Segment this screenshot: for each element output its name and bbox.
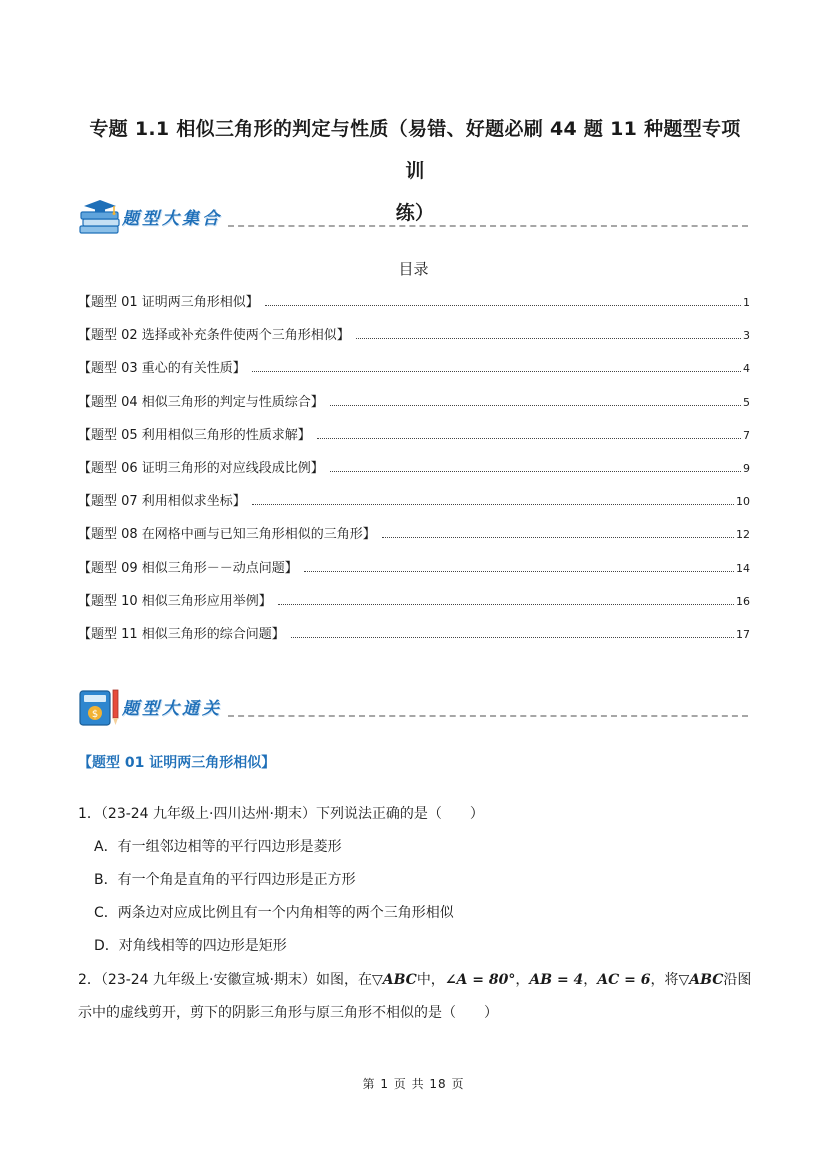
- toc-dot-leader: [265, 305, 741, 306]
- toc-item[interactable]: [78, 523, 750, 556]
- table-of-contents: [78, 291, 750, 656]
- toc-item-label: 【题型 01 证明两三角形相似】: [78, 295, 259, 310]
- toc-dot-leader: [291, 637, 734, 638]
- question-2-stem-line-1: [78, 969, 751, 989]
- toc-banner-text: 题型大集合: [122, 209, 222, 229]
- toc-dot-leader: [330, 405, 741, 406]
- text: ，将: [650, 972, 679, 988]
- toc-item[interactable]: [78, 457, 750, 490]
- toc-item-label: 【题型 06 证明三角形的对应线段成比例】: [78, 460, 324, 476]
- toc-dot-leader: [252, 504, 734, 505]
- toc-item-page: 3: [743, 329, 750, 343]
- toc-item-label: 【题型 07 利用相似求坐标】: [78, 494, 246, 510]
- toc-dot-leader: [278, 604, 734, 605]
- text: 中，: [416, 972, 445, 988]
- question-1-option-b: B．有一个角是直角的平行四边形是正方形: [94, 872, 356, 888]
- toc-item-label: 【题型 02 选择或补充条件使两个三角形相似】: [78, 328, 350, 344]
- question-2-stem-line-2: 示中的虚线剪开，剪下的阴影三角形与原三角形不相似的是（ ）: [78, 1005, 498, 1021]
- toc-item[interactable]: [78, 623, 750, 656]
- toc-item-label: 【题型 11 相似三角形的综合问题】: [78, 626, 285, 642]
- toc-item[interactable]: [78, 391, 750, 424]
- toc-item[interactable]: [78, 324, 750, 357]
- question-1-option-d: D．对角线相等的四边形是矩形: [94, 938, 287, 954]
- math-triangle: ▽ABC: [371, 972, 417, 988]
- toc-item-label: 【题型 04 相似三角形的判定与性质综合】: [78, 394, 324, 410]
- toc-item[interactable]: [78, 557, 750, 590]
- text: 2．（23-24 九年级上·安徽宣城·期末）如图，在: [78, 972, 372, 988]
- toc-dot-leader: [304, 571, 734, 572]
- toc-dot-leader: [317, 438, 741, 439]
- page-footer: 第 1 页 共 18 页: [362, 1077, 465, 1091]
- toc-item-page: 14: [736, 561, 750, 575]
- toc-item-page: 10: [736, 495, 750, 509]
- toc-dot-leader: [252, 371, 741, 372]
- toc-banner: [78, 198, 748, 238]
- toc-dot-leader: [356, 338, 741, 339]
- math-angle: ∠A = 80°: [444, 972, 516, 988]
- svg-text:$: $: [91, 709, 99, 720]
- toc-item-page: 1: [743, 296, 750, 309]
- practice-banner-text: 题型大通关: [122, 699, 222, 719]
- toc-item-page: 9: [743, 461, 750, 475]
- math-triangle: ▽ABC: [678, 972, 724, 988]
- calculator-with-pencil-icon: [78, 688, 122, 728]
- toc-item-page: 16: [736, 594, 750, 608]
- text: ，: [583, 972, 598, 988]
- toc-item-page: 12: [736, 528, 750, 542]
- section-heading: 【题型 01 证明两三角形相似】: [78, 755, 276, 771]
- practice-banner: [78, 688, 748, 728]
- toc-item-page: 17: [736, 627, 750, 641]
- toc-item-label: 【题型 09 相似三角形－－动点问题】: [78, 560, 298, 576]
- toc-dot-leader: [330, 471, 741, 472]
- toc-item-label: 【题型 08 在网格中画与已知三角形相似的三角形】: [78, 527, 376, 543]
- banner-divider: [228, 715, 748, 717]
- toc-dot-leader: [382, 537, 734, 538]
- toc-item-label: 【题型 10 相似三角形应用举例】: [78, 593, 272, 609]
- toc-item-label: 【题型 03 重心的有关性质】: [78, 361, 246, 377]
- text: ，: [515, 972, 530, 988]
- toc-item[interactable]: [78, 424, 750, 457]
- text: 沿图: [723, 972, 752, 988]
- title-line-2: 练）: [395, 202, 435, 224]
- toc-item-page: 7: [743, 428, 750, 442]
- question-1-option-c: C．两条边对应成比例且有一个内角相等的两个三角形相似: [94, 905, 454, 921]
- toc-item-page: 5: [743, 395, 750, 409]
- math-ab: AB = 4: [529, 972, 584, 988]
- toc-item[interactable]: [78, 590, 750, 623]
- toc-item[interactable]: [78, 490, 750, 523]
- toc-item[interactable]: [78, 357, 750, 390]
- math-ac: AC = 6: [597, 972, 651, 988]
- question-1-option-a: A．有一组邻边相等的平行四边形是菱形: [94, 839, 342, 855]
- toc-item[interactable]: [78, 291, 750, 324]
- banner-divider: [228, 225, 748, 227]
- toc-item-page: 4: [743, 362, 750, 376]
- toc-item-label: 【题型 05 利用相似三角形的性质求解】: [78, 427, 311, 443]
- toc-heading: 目录: [398, 260, 429, 278]
- question-1-stem: 1．（23-24 九年级上·四川达州·期末）下列说法正确的是（ ）: [78, 806, 484, 822]
- stack-of-books-with-graduation-cap-icon: [78, 198, 122, 238]
- title-line-1: 专题 1.1 相似三角形的判定与性质（易错、好题必刷 44 题 11 种题型专项训: [89, 118, 741, 182]
